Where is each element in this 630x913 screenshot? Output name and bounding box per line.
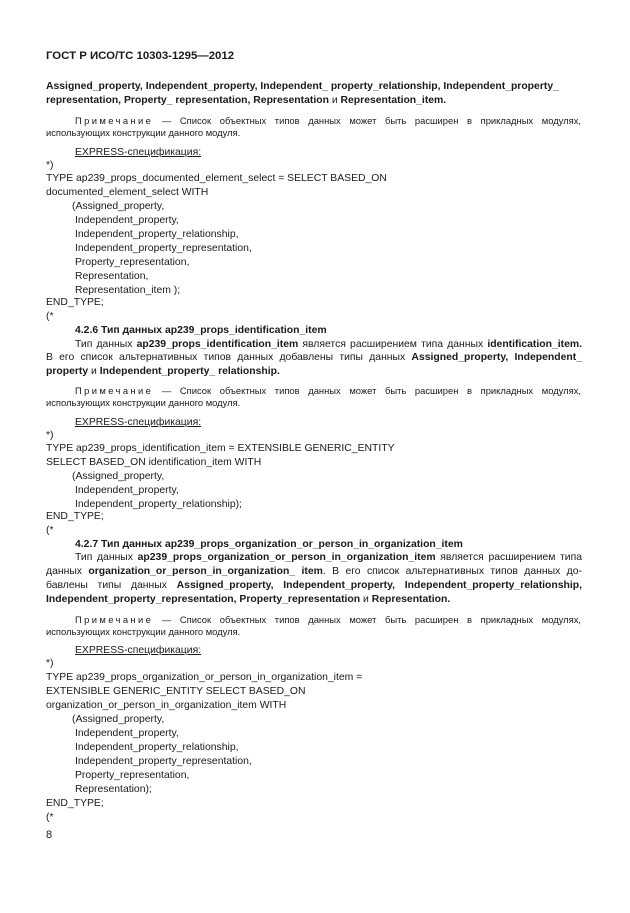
text-run: Assigned_property, Independent_property, Independent_property_relationship,	[176, 580, 582, 591]
document-header: ГОСТ Р ИСО/ТС 10303-1295—2012	[46, 50, 235, 62]
text-run: В его список альтернативных типов данных добавлены типы данных	[46, 352, 412, 363]
page-number: 8	[46, 829, 53, 841]
code-line: TYPE ap239_props_documented_element_select = SELECT BASED_ON	[46, 173, 387, 184]
code-line: TYPE ap239_props_organization_or_person_in_organization_item =	[46, 672, 363, 683]
note-1-line-2: использующих конструкции данного модуля.	[46, 127, 241, 138]
note-2-line-2: использующих конструкции данного модуля.	[46, 397, 241, 408]
text-run: и	[360, 594, 372, 605]
text-run: ap239_props_identification_item	[136, 339, 299, 350]
code-item: (Assigned_property,	[72, 714, 165, 725]
code-end: END_TYPE;	[46, 798, 104, 809]
sec426-para-line-3	[46, 365, 280, 378]
text-run: property	[46, 366, 89, 377]
code-line: TYPE ap239_props_identification_item = EXTENSIBLE GENERIC_ENTITY	[46, 443, 395, 454]
text-run: .	[447, 594, 451, 605]
intro-line-2	[46, 94, 446, 107]
code-item: Independent_property,	[75, 728, 179, 739]
note-label: Примечание	[75, 614, 154, 625]
code-item: Independent_property_relationship,	[75, 742, 239, 753]
code-open: *)	[46, 430, 54, 441]
text-run: ap239_props_organization_or_person_in_organization_item	[137, 552, 436, 563]
express-spec-label: EXPRESS-спецификация:	[75, 417, 202, 428]
code-item: Representation,	[75, 271, 149, 282]
text-run: .	[579, 339, 582, 350]
express-spec-label: EXPRESS-спецификация:	[75, 645, 202, 656]
text-run: Representation	[371, 594, 448, 605]
code-close: (*	[46, 525, 54, 536]
code-end: END_TYPE;	[46, 297, 104, 308]
code-item: Independent_property_relationship,	[75, 229, 239, 240]
text-run: является расширением типа	[435, 552, 583, 563]
note-text: — Список объектных типов данных может быть расширен в прикладных модулях,	[153, 614, 581, 625]
text-run: и	[88, 366, 100, 377]
sec427-para-line-1	[75, 551, 582, 564]
code-item: Property_representation,	[75, 770, 190, 781]
note-label: Примечание	[75, 115, 154, 126]
section-heading-4-2-6: 4.2.6 Тип данных ap239_props_identification_item	[75, 325, 327, 336]
text-run: organization_or_person_in_organization_ item	[88, 566, 323, 577]
intro-bold-a: representation, Property_ representation, Representation	[46, 95, 329, 106]
code-line: SELECT BASED_ON identification_item WITH	[46, 457, 262, 468]
intro-line-1: Assigned_property, Independent_property, Independent_ property_relationship, Independent_property_	[46, 81, 559, 92]
code-item: Independent_property_relationship);	[75, 499, 242, 510]
intro-end: .	[443, 95, 447, 106]
text-run: Independent_property_ relationship.	[99, 366, 280, 377]
sec427-para-line-3	[46, 579, 582, 592]
express-spec-label: EXPRESS-спецификация:	[75, 147, 202, 158]
text-run: . В его список альтернативных типов данных до-	[322, 566, 582, 577]
text-run: данных	[46, 566, 89, 577]
code-item: Independent_property_representation,	[75, 243, 252, 254]
code-item: Independent_property,	[75, 485, 179, 496]
sec426-para-line-1	[75, 338, 582, 351]
note-3-line-2: использующих конструкции данного модуля.	[46, 626, 241, 637]
code-item: Independent_property_representation,	[75, 756, 252, 767]
text-run: бавлены типы данных	[46, 580, 177, 591]
code-open: *)	[46, 160, 54, 171]
code-open: *)	[46, 658, 54, 669]
code-line: documented_element_select WITH	[46, 187, 209, 198]
note-label: Примечание	[75, 385, 154, 396]
code-item: Independent_property,	[75, 215, 179, 226]
text-run: Тип данных	[75, 552, 138, 563]
intro-bold-b: Representation_item	[340, 95, 444, 106]
text-run: Тип данных	[75, 339, 137, 350]
note-text: — Список объектных типов данных может быть расширен в прикладных модулях,	[153, 115, 581, 126]
text-run: Assigned_property, Independent_	[411, 352, 582, 363]
code-close: (*	[46, 311, 54, 322]
code-close: (*	[46, 812, 54, 823]
sec427-para-line-2	[46, 565, 582, 578]
sec426-para-line-2	[46, 351, 582, 364]
code-item: (Assigned_property,	[72, 201, 165, 212]
intro-and: и	[328, 95, 341, 106]
code-item: Property_representation,	[75, 257, 190, 268]
code-item: Representation_item );	[75, 285, 181, 296]
code-item: Representation);	[75, 784, 152, 795]
note-text: — Список объектных типов данных может быть расширен в прикладных модулях,	[153, 385, 581, 396]
text-run: является расширением типа данных	[298, 339, 488, 350]
code-end: END_TYPE;	[46, 511, 104, 522]
code-line: organization_or_person_in_organization_item WITH	[46, 700, 287, 711]
sec427-para-line-4	[46, 593, 450, 606]
text-run: Independent_property_representation, Property_representation	[46, 594, 361, 605]
text-run: identification_item	[487, 339, 580, 350]
code-line: EXTENSIBLE GENERIC_ENTITY SELECT BASED_ON	[46, 686, 306, 697]
code-item: (Assigned_property,	[72, 471, 165, 482]
section-heading-4-2-7: 4.2.7 Тип данных ap239_props_organization_or_person_in_organization_item	[75, 539, 463, 550]
